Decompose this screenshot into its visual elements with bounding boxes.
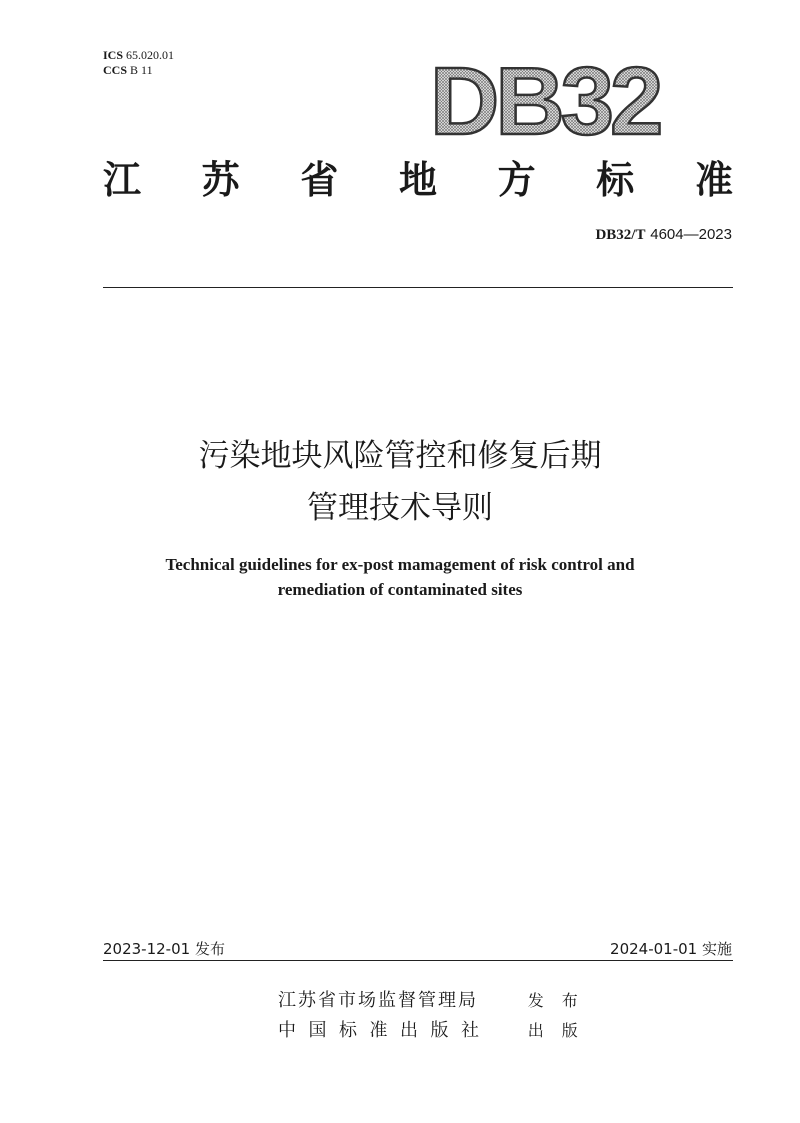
ccs-label: CCS bbox=[103, 63, 128, 77]
publisher-role: 发布 bbox=[527, 991, 596, 1010]
ccs-code: B 11 bbox=[130, 63, 153, 77]
standard-number-prefix: DB32/T bbox=[595, 227, 646, 243]
standard-number-value: 4604—2023 bbox=[650, 226, 732, 243]
publisher-org: 江苏省市场监督管理局 bbox=[278, 990, 478, 1011]
ccs-row bbox=[103, 63, 174, 78]
english-title-line-1: Technical guidelines for ex-post mamagement of risk control and bbox=[165, 555, 635, 574]
ics-label: ICS bbox=[103, 48, 124, 62]
standard-type-char: 准 bbox=[694, 158, 733, 202]
ics-code: 65.020.01 bbox=[126, 48, 175, 62]
db32-logo bbox=[428, 52, 678, 142]
chinese-title-line-2: 管理技术导则 bbox=[307, 490, 493, 526]
standard-type-char: 江 bbox=[103, 158, 142, 202]
implementation-date: 2024-01-01 实施 bbox=[610, 940, 732, 958]
classification-codes bbox=[103, 48, 174, 78]
english-title bbox=[0, 552, 800, 602]
standard-type-heading bbox=[103, 152, 733, 208]
db32-logo-graphic bbox=[428, 52, 678, 142]
top-divider bbox=[103, 287, 733, 288]
chinese-title bbox=[0, 430, 800, 534]
ics-row bbox=[103, 48, 174, 63]
standard-type-char: 标 bbox=[596, 158, 635, 202]
english-title-line-2: remediation of contaminated sites bbox=[277, 580, 523, 599]
publisher-row bbox=[278, 1016, 596, 1042]
publisher-role: 出版 bbox=[527, 1021, 596, 1040]
standard-type-char: 苏 bbox=[201, 158, 240, 202]
db32-logo-text: DB32 bbox=[430, 52, 660, 142]
publisher-org: 中国标准出版社 bbox=[278, 1020, 492, 1041]
issue-date: 2023-12-01 发布 bbox=[103, 940, 225, 958]
publisher-row bbox=[278, 986, 596, 1012]
standard-type-char: 地 bbox=[398, 158, 437, 202]
bottom-divider bbox=[103, 960, 733, 961]
standard-type-char: 省 bbox=[300, 158, 339, 202]
standard-type-char: 方 bbox=[497, 158, 536, 202]
chinese-title-line-1: 污染地块风险管控和修复后期 bbox=[198, 438, 602, 474]
standard-number bbox=[595, 225, 732, 244]
